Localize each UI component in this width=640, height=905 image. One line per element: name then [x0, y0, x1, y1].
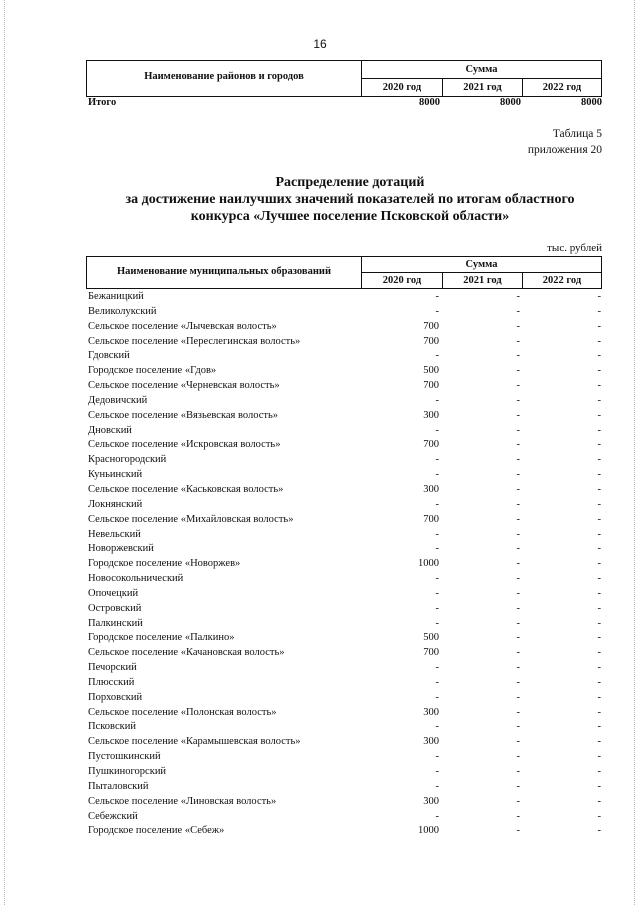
row-value-2022: - — [597, 513, 601, 525]
row-value-2021: - — [516, 498, 520, 510]
row-value-2021: - — [516, 573, 520, 585]
summary-table-header — [86, 60, 602, 97]
row-value-2020: - — [435, 766, 439, 777]
row-value-2020: 300 — [423, 736, 439, 748]
table-row — [86, 453, 602, 468]
row-name: Сельское поселение «Вязьевская волость» — [88, 409, 279, 421]
row-value-2021: - — [516, 810, 520, 822]
row-value-2021: - — [516, 365, 520, 377]
title-line3: конкурса «Лучшее поселение Псковской области» — [190, 209, 510, 224]
row-name: Новосокольнический — [88, 573, 184, 585]
row-value-2022: - — [597, 676, 601, 688]
row-value-2020: 300 — [423, 706, 439, 718]
summary-name-header: Наименование районов и городов — [87, 61, 362, 96]
row-name: Псковский — [88, 721, 136, 733]
main-table-body — [86, 290, 602, 839]
row-value-2020: 300 — [423, 483, 439, 495]
table-row — [86, 691, 602, 706]
table-row — [86, 824, 602, 839]
row-value-2022: - — [597, 409, 601, 421]
main-sum-header: Сумма — [362, 257, 601, 273]
row-value-2021: - — [516, 617, 520, 629]
row-value-2022: - — [597, 810, 601, 822]
row-name: Городское поселение «Гдов» — [88, 365, 217, 377]
table-row — [86, 394, 602, 409]
row-value-2020: 700 — [423, 380, 439, 392]
row-value-2022: - — [597, 543, 601, 555]
row-name: Пустошкинский — [88, 751, 161, 763]
table-row — [86, 364, 602, 379]
row-value-2020: 1000 — [418, 558, 439, 570]
table-row — [86, 735, 602, 750]
table-row — [86, 661, 602, 676]
row-value-2021: - — [516, 513, 520, 525]
row-name: Сельское поселение «Искровская волость» — [88, 439, 281, 451]
summary-sum-header: Сумма — [362, 61, 601, 79]
row-value-2021: - — [516, 736, 520, 748]
row-value-2021: - — [516, 380, 520, 392]
row-name: Сельское поселение «Качановская волость» — [88, 647, 285, 659]
row-value-2021: - — [516, 409, 520, 421]
row-name: Сельское поселение «Переслегинская волость» — [88, 335, 301, 347]
row-value-2020: - — [435, 454, 439, 466]
row-value-2022: - — [597, 558, 601, 570]
row-name: Сельское поселение «Полонская волость» — [88, 706, 277, 718]
row-name: Печорский — [88, 662, 137, 674]
row-value-2021: - — [516, 706, 520, 718]
table-row — [86, 542, 602, 557]
row-value-2020: - — [435, 305, 439, 317]
table-row — [86, 305, 602, 320]
table-row — [86, 409, 602, 424]
row-value-2022: - — [597, 721, 601, 733]
table-row — [86, 706, 602, 721]
row-value-2022: - — [597, 320, 601, 332]
row-name: Пыталовский — [88, 780, 149, 792]
table-row — [86, 438, 602, 453]
row-value-2022: - — [597, 528, 601, 540]
row-name: Локнянский — [88, 498, 143, 510]
row-value-2022: - — [597, 691, 601, 703]
table-ref-line2: приложения 20 — [527, 144, 602, 156]
row-name: Островский — [88, 602, 142, 614]
row-value-2022: - — [597, 632, 601, 644]
row-value-2020: - — [435, 751, 439, 763]
main-table-header — [86, 256, 602, 289]
row-value-2020: - — [435, 291, 439, 302]
row-value-2020: - — [435, 528, 439, 540]
table-row — [86, 646, 602, 661]
row-value-2021: - — [516, 320, 520, 332]
total-label: Итого — [88, 97, 117, 108]
row-value-2022: - — [597, 439, 601, 451]
row-value-2022: - — [597, 602, 601, 614]
row-value-2022: - — [597, 573, 601, 585]
row-value-2022: - — [597, 469, 601, 481]
row-value-2021: - — [516, 305, 520, 317]
row-name: Великолукский — [88, 305, 157, 317]
row-value-2020: - — [435, 662, 439, 674]
row-value-2022: - — [597, 483, 601, 495]
row-value-2020: - — [435, 617, 439, 629]
row-value-2021: - — [516, 394, 520, 406]
row-value-2020: - — [435, 573, 439, 585]
row-value-2022: - — [597, 662, 601, 674]
table-row — [86, 290, 602, 305]
row-name: Сельское поселение «Каськовская волость» — [88, 483, 284, 495]
table-row — [86, 320, 602, 335]
row-value-2022: - — [597, 498, 601, 510]
row-value-2020: - — [435, 469, 439, 481]
table-row — [86, 349, 602, 364]
row-value-2022: - — [597, 647, 601, 659]
row-name: Сельское поселение «Карамышевская волость» — [88, 736, 301, 748]
row-value-2021: - — [516, 350, 520, 362]
row-value-2021: - — [516, 291, 520, 302]
table-row — [86, 557, 602, 572]
summary-year-2021: 2021 год — [443, 79, 523, 96]
row-value-2021: - — [516, 632, 520, 644]
row-value-2020: 1000 — [418, 825, 439, 837]
table-row — [86, 795, 602, 810]
table-row — [86, 810, 602, 825]
row-value-2020: - — [435, 394, 439, 406]
total-2020: 8000 — [419, 97, 440, 108]
row-name: Городское поселение «Себеж» — [88, 825, 225, 837]
table-row — [86, 602, 602, 617]
table-row — [86, 424, 602, 439]
total-2021: 8000 — [500, 97, 521, 108]
table-row — [86, 617, 602, 632]
row-value-2022: - — [597, 706, 601, 718]
row-value-2022: - — [597, 751, 601, 763]
table-row — [86, 483, 602, 498]
row-value-2022: - — [597, 305, 601, 317]
row-value-2022: - — [597, 335, 601, 347]
row-value-2020: - — [435, 602, 439, 614]
row-value-2020: 500 — [423, 632, 439, 644]
main-year-row — [362, 273, 601, 288]
row-value-2022: - — [597, 380, 601, 392]
row-value-2022: - — [597, 587, 601, 599]
row-value-2022: - — [597, 365, 601, 377]
row-value-2020: - — [435, 424, 439, 436]
row-value-2020: - — [435, 498, 439, 510]
row-name: Городское поселение «Палкино» — [88, 632, 235, 644]
row-value-2021: - — [516, 602, 520, 614]
row-value-2020: 700 — [423, 320, 439, 332]
row-value-2021: - — [516, 424, 520, 436]
main-name-header: Наименование муниципальных образований — [87, 257, 362, 288]
summary-year-row — [362, 79, 601, 96]
row-value-2022: - — [597, 825, 601, 837]
unit-label: тыс. рублей — [547, 242, 602, 254]
row-value-2022: - — [597, 350, 601, 362]
table-row — [86, 513, 602, 528]
scan-edge-left — [4, 0, 6, 905]
row-value-2022: - — [597, 424, 601, 436]
row-value-2020: - — [435, 587, 439, 599]
row-value-2022: - — [597, 736, 601, 748]
row-name: Сельское поселение «Черневская волость» — [88, 380, 280, 392]
row-value-2021: - — [516, 439, 520, 451]
page-number: 16 — [313, 37, 327, 51]
row-value-2022: - — [597, 394, 601, 406]
table-reference — [528, 126, 602, 158]
row-name: Порховский — [88, 691, 143, 703]
row-value-2021: - — [516, 483, 520, 495]
table-row — [86, 379, 602, 394]
row-name: Городское поселение «Новоржев» — [88, 558, 241, 570]
scan-edge-right — [634, 0, 636, 905]
row-value-2020: - — [435, 721, 439, 733]
row-name: Себежский — [88, 810, 138, 822]
row-value-2021: - — [516, 766, 520, 777]
table-row — [86, 765, 602, 780]
row-name: Дедовичский — [88, 394, 148, 406]
row-value-2020: - — [435, 780, 439, 792]
row-value-2020: - — [435, 543, 439, 555]
row-value-2021: - — [516, 780, 520, 792]
row-name: Сельское поселение «Линовская волость» — [88, 795, 277, 807]
title-line2: за достижение наилучших значений показателей по итогам областного — [125, 192, 575, 207]
row-name: Бежаницкий — [88, 291, 144, 302]
row-value-2021: - — [516, 469, 520, 481]
row-value-2022: - — [597, 617, 601, 629]
row-value-2021: - — [516, 825, 520, 837]
row-value-2020: - — [435, 810, 439, 822]
row-name: Невельский — [88, 528, 141, 540]
row-name: Плюсский — [88, 676, 135, 688]
main-year-2022: 2022 год — [542, 275, 582, 286]
row-value-2022: - — [597, 454, 601, 466]
row-value-2021: - — [516, 662, 520, 674]
row-value-2021: - — [516, 795, 520, 807]
row-name: Гдовский — [88, 350, 130, 362]
row-value-2020: 700 — [423, 647, 439, 659]
table-row — [86, 780, 602, 795]
summary-year-2020: 2020 год — [362, 79, 443, 96]
row-name: Сельское поселение «Михайловская волость» — [88, 513, 294, 525]
table-row — [86, 468, 602, 483]
table-row — [86, 335, 602, 350]
row-name: Новоржевский — [88, 543, 154, 555]
row-value-2021: - — [516, 543, 520, 555]
row-value-2020: 700 — [423, 439, 439, 451]
title-line1: Распределение дотаций — [275, 175, 425, 190]
row-name: Куньинский — [88, 469, 143, 481]
row-name: Опочецкий — [88, 587, 139, 599]
total-2022: 8000 — [581, 97, 602, 108]
table-row — [86, 750, 602, 765]
row-name: Палкинский — [88, 617, 143, 629]
row-name: Пушкиногорский — [88, 766, 167, 777]
row-value-2022: - — [597, 795, 601, 807]
row-value-2022: - — [597, 780, 601, 792]
table-row — [86, 631, 602, 646]
summary-year-2022: 2022 год — [542, 82, 582, 93]
row-value-2020: 700 — [423, 335, 439, 347]
row-value-2021: - — [516, 721, 520, 733]
row-value-2021: - — [516, 751, 520, 763]
row-value-2020: 500 — [423, 365, 439, 377]
row-value-2021: - — [516, 454, 520, 466]
row-value-2021: - — [516, 587, 520, 599]
row-value-2020: - — [435, 676, 439, 688]
row-value-2020: - — [435, 691, 439, 703]
table-ref-line1: Таблица 5 — [552, 128, 602, 140]
summary-total-row — [86, 97, 602, 109]
row-value-2021: - — [516, 558, 520, 570]
row-value-2020: - — [435, 350, 439, 362]
row-value-2020: 300 — [423, 409, 439, 421]
table-row — [86, 720, 602, 735]
table-row — [86, 676, 602, 691]
table-row — [86, 498, 602, 513]
table-row — [86, 528, 602, 543]
row-value-2021: - — [516, 676, 520, 688]
row-name: Красногородский — [88, 454, 167, 466]
row-value-2022: - — [597, 291, 601, 302]
document-title — [60, 174, 640, 225]
main-year-2021: 2021 год — [443, 273, 523, 288]
row-value-2021: - — [516, 528, 520, 540]
row-value-2021: - — [516, 691, 520, 703]
row-value-2020: 300 — [423, 795, 439, 807]
row-name: Дновский — [88, 424, 132, 436]
table-row — [86, 587, 602, 602]
row-value-2022: - — [597, 766, 601, 777]
row-name: Сельское поселение «Лычевская волость» — [88, 320, 277, 332]
table-row — [86, 572, 602, 587]
row-value-2021: - — [516, 335, 520, 347]
row-value-2021: - — [516, 647, 520, 659]
main-year-2020: 2020 год — [362, 273, 443, 288]
row-value-2020: 700 — [423, 513, 439, 525]
